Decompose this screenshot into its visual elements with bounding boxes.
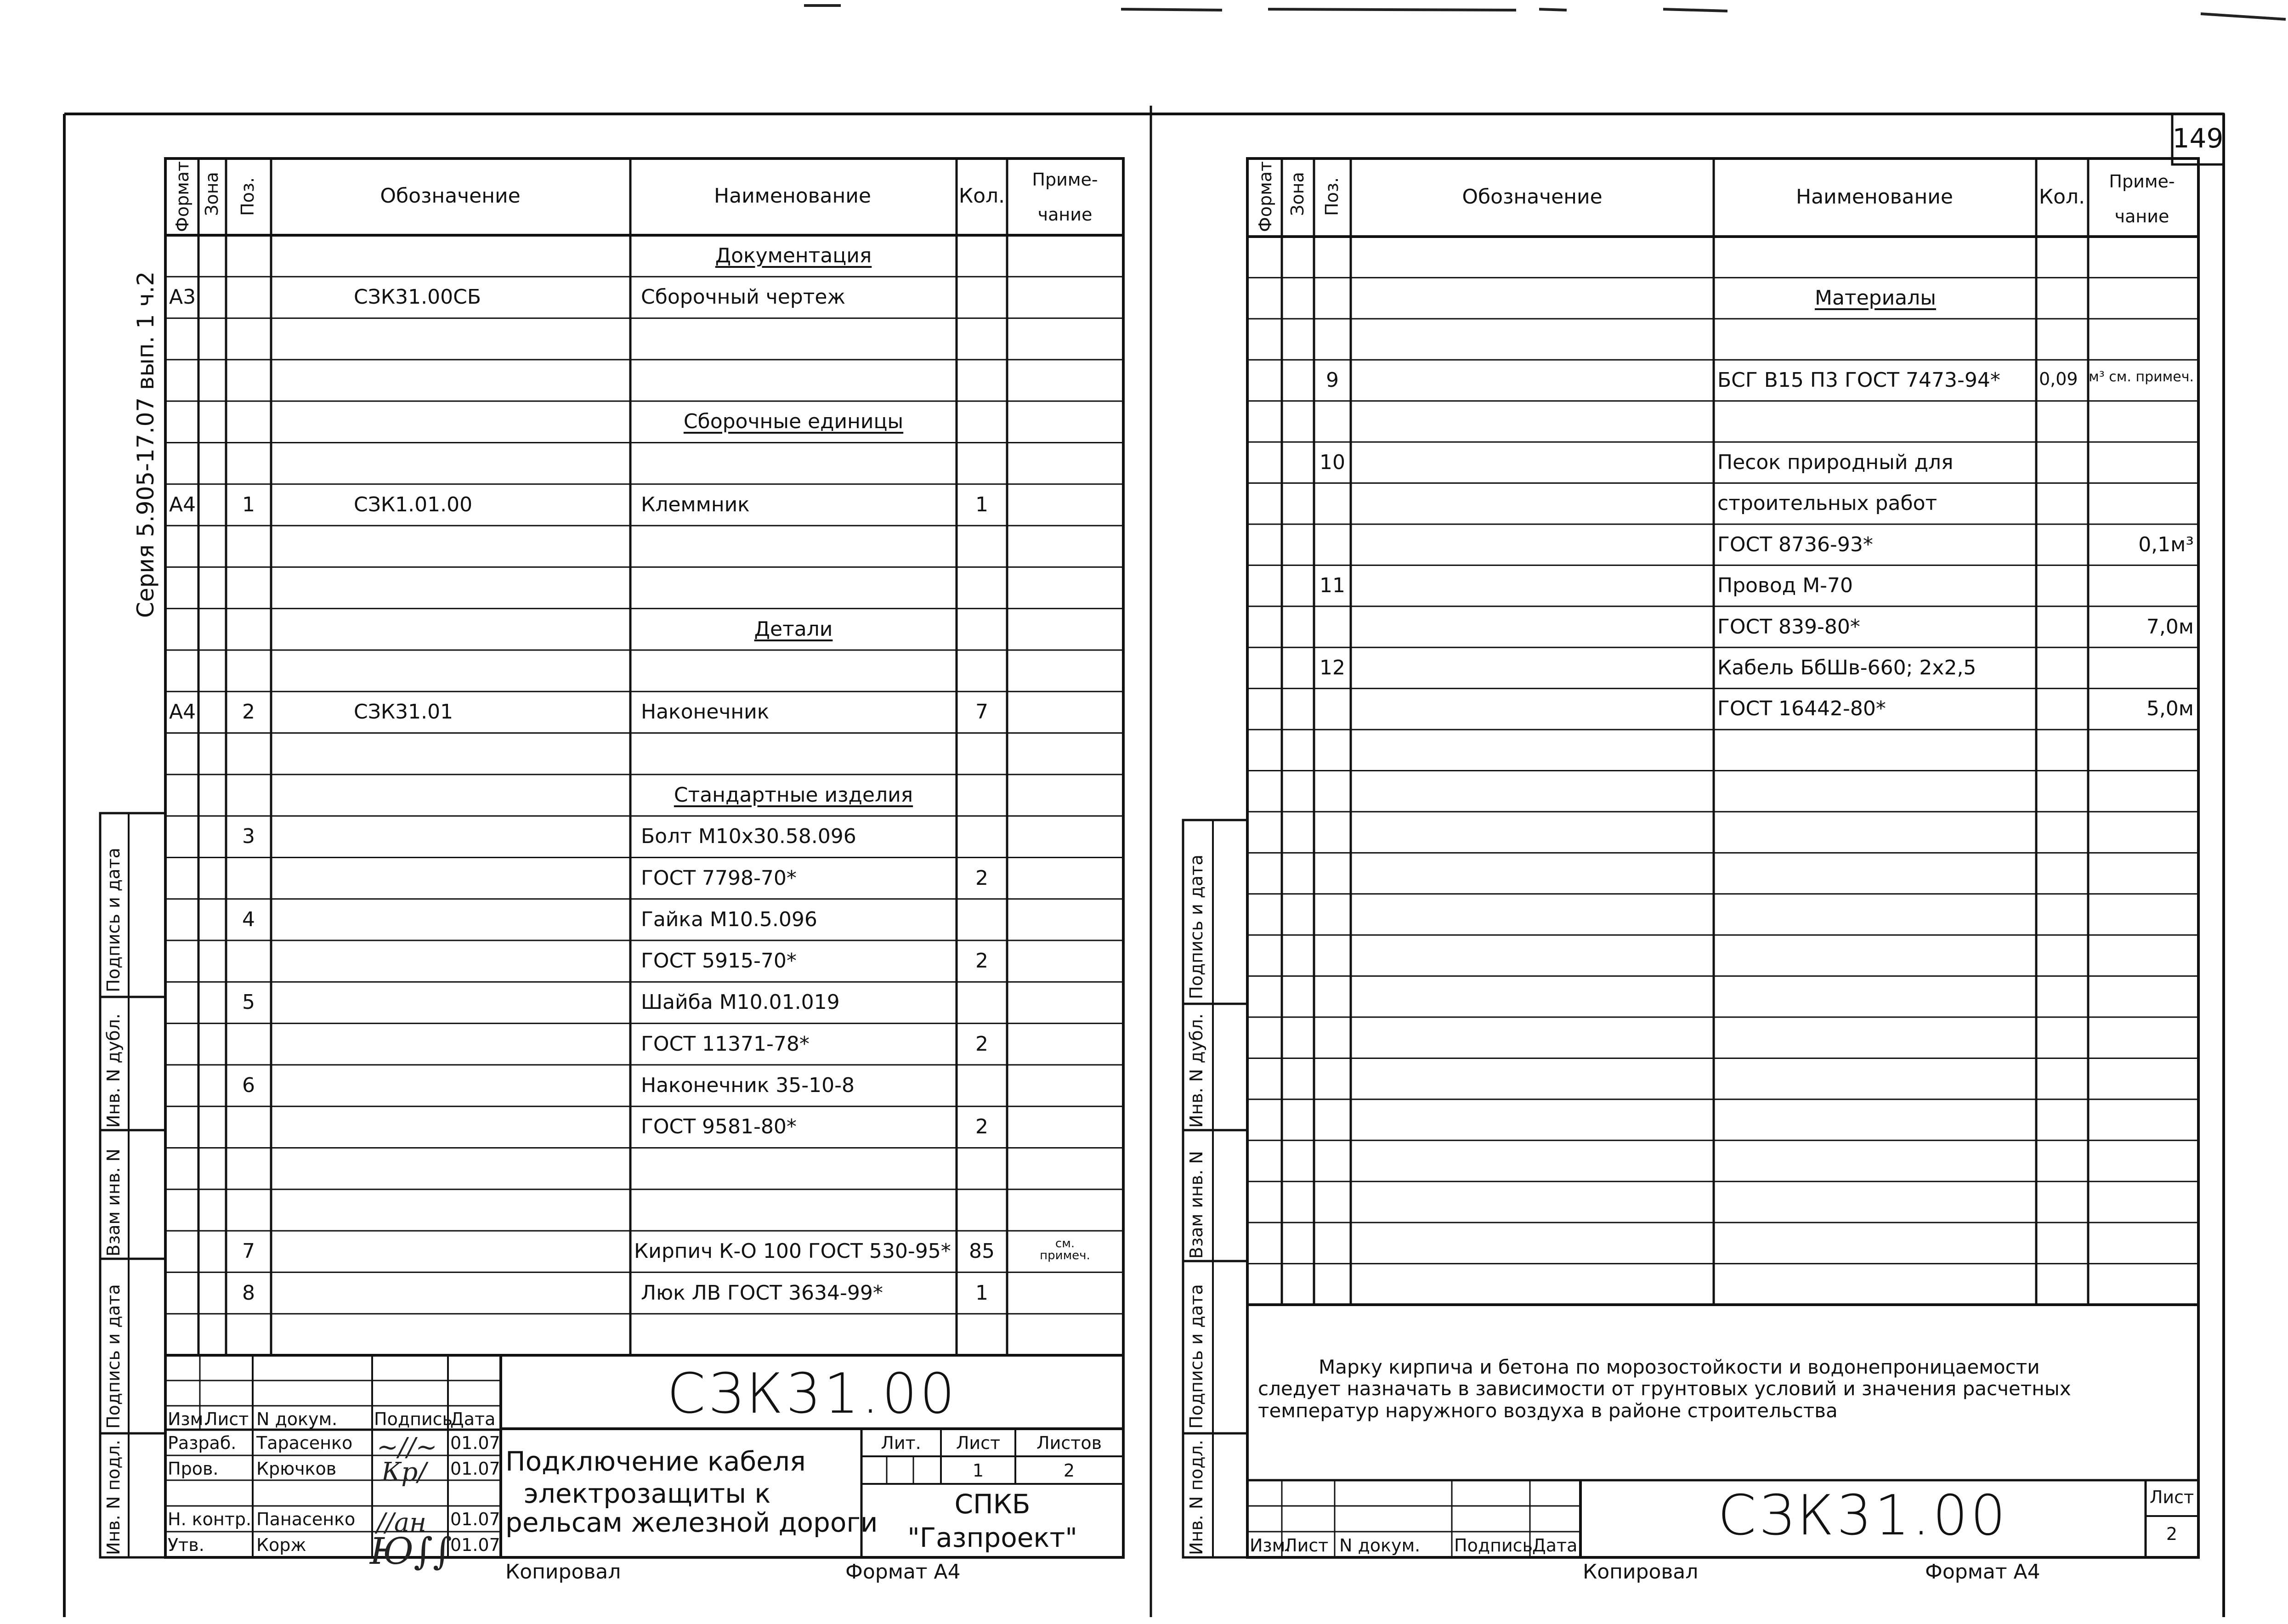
stamp-sign-date-2: Подпись и дата <box>103 1284 124 1429</box>
person-name: Крючков <box>256 1459 337 1479</box>
cell-qty: 2 <box>975 1115 988 1139</box>
cell-qty: 0,09 <box>2039 368 2078 389</box>
title-line-2: электрозащиты к <box>524 1478 771 1509</box>
cell-pos: 9 <box>1326 368 1339 392</box>
series-label: Серия 5.905-17.07 вып. 1 ч.2 <box>132 271 159 618</box>
sheets-label: Листов <box>1036 1433 1102 1453</box>
cell-note: 0,1м³ <box>2138 532 2194 556</box>
cell-pos: 3 <box>242 825 255 849</box>
hdr-note-1: Приме- <box>1032 170 1098 190</box>
page-number: 149 <box>2172 123 2224 154</box>
cell-name: Песок природный для <box>1717 450 1954 474</box>
hdr-name: Наименование <box>714 184 871 208</box>
sheets-count: 2 <box>1063 1460 1075 1481</box>
person-name: Корж <box>256 1535 306 1555</box>
stamp-inv-orig-r: Инв. N подл. <box>1186 1439 1206 1555</box>
stamp-sign-date-2-r: Подпись и дата <box>1186 1284 1206 1429</box>
note-line-3: температур наружного воздуха в районе строительства <box>1258 1399 1838 1422</box>
section-heading: Сборочные единицы <box>683 410 904 434</box>
cell-pos: 4 <box>242 907 255 931</box>
stamp-inv-dupl-r: Инв. N дубл. <box>1186 1013 1206 1128</box>
signature-4: Ю∫∫ <box>370 1530 452 1573</box>
col-list-r: Лист <box>1284 1535 1329 1556</box>
col-izm-r: Изм. <box>1250 1535 1291 1556</box>
section-heading: Документация <box>715 244 872 268</box>
hdr-designation: Обозначение <box>380 184 521 208</box>
col-date: Дата <box>450 1409 496 1429</box>
col-date-r: Дата <box>1532 1535 1578 1556</box>
cell-name: Наконечник <box>641 700 770 724</box>
cell-note: м³ см. примеч. <box>2089 368 2194 385</box>
cell-name: Люк ЛВ ГОСТ 3634-99* <box>641 1281 883 1305</box>
cell-name: ГОСТ 7798-70* <box>641 866 797 890</box>
cell-pos: 10 <box>1320 450 1345 474</box>
hdr-note-1-r: Приме- <box>2109 171 2175 192</box>
cell-pos: 6 <box>242 1074 255 1098</box>
signature-2: Кр∕ <box>381 1457 427 1487</box>
footer-copied: Копировал <box>505 1560 621 1584</box>
doc-code-r: СЗК31.00 <box>1717 1484 2009 1548</box>
cell-note: 7,0м <box>2146 615 2194 639</box>
role-label: Разраб. <box>168 1433 237 1453</box>
hdr-qty-r: Кол. <box>2039 185 2085 209</box>
hdr-note-2-r: чание <box>2114 206 2169 226</box>
col-list: Лист <box>204 1409 249 1429</box>
role-label: Пров. <box>168 1459 219 1479</box>
cell-qty: 2 <box>975 1032 988 1056</box>
cell-pos: 2 <box>242 700 255 724</box>
person-name: Панасенко <box>256 1509 356 1529</box>
cell-name: ГОСТ 16442-80* <box>1717 697 1886 721</box>
lit-label: Лит. <box>881 1433 921 1453</box>
section-heading: Детали <box>754 617 833 641</box>
cell-pos: 1 <box>242 492 255 516</box>
cell-qty: 1 <box>975 1281 988 1305</box>
org-name-1: СПКБ <box>954 1488 1031 1520</box>
cell-pos: 12 <box>1320 656 1345 679</box>
title-line-3: рельсам железной дороги <box>505 1507 878 1538</box>
cell-qty: 2 <box>975 866 988 890</box>
section-heading: Материалы <box>1815 286 1936 310</box>
cell-designation: СЗК1.01.00 <box>354 492 473 516</box>
footer-copied-r: Копировал <box>1583 1560 1699 1584</box>
cell-name: Наконечник 35-10-8 <box>641 1074 855 1098</box>
col-sign: Подпись <box>374 1409 453 1429</box>
cell-name: ГОСТ 8736-93* <box>1717 532 1873 556</box>
hdr-pos-r: Поз. <box>1322 177 1342 216</box>
org-name-2: "Газпроект" <box>907 1522 1077 1553</box>
note-line-1: Марку кирпича и бетона по морозостойкости и водонепроницаемости <box>1319 1356 2040 1378</box>
footer-format: Формат А4 <box>845 1560 961 1584</box>
sign-date: 01.07 <box>450 1509 500 1529</box>
sign-date: 01.07 <box>450 1535 500 1555</box>
signature-1: ~∕∕~ <box>377 1432 437 1462</box>
cell-designation: СЗК31.00СБ <box>354 285 481 309</box>
cell-qty: 2 <box>975 949 988 973</box>
cell-name: ГОСТ 9581-80* <box>641 1115 797 1139</box>
cell-name: Болт М10х30.58.096 <box>641 825 856 849</box>
cell-name: Клеммник <box>641 492 750 516</box>
hdr-name-r: Наименование <box>1796 185 1953 209</box>
role-label: Утв. <box>168 1535 204 1555</box>
stamp-replace-inv-r: Взам инв. N <box>1186 1151 1206 1259</box>
cell-name: ГОСТ 5915-70* <box>641 949 797 973</box>
cell-pos: 8 <box>242 1281 255 1305</box>
sign-date: 01.07 <box>450 1433 500 1453</box>
col-sign-r: Подпись <box>1454 1535 1533 1556</box>
person-name: Тарасенко <box>256 1433 353 1453</box>
sheet-number-r: 2 <box>2166 1524 2178 1544</box>
title-line-1: Подключение кабеля <box>505 1446 806 1477</box>
role-label: Н. контр. <box>168 1509 252 1529</box>
cell-name: Кирпич К-О 100 ГОСТ 530-95* <box>634 1239 951 1263</box>
hdr-format: Формат <box>172 161 193 232</box>
cell-qty: 85 <box>969 1239 995 1263</box>
sheet-label-r: Лист <box>2149 1487 2194 1507</box>
cell-name: Гайка М10.5.096 <box>641 907 817 931</box>
cell-name: строительных работ <box>1717 492 1937 515</box>
cell-format: А4 <box>169 492 196 516</box>
footer-format-r: Формат А4 <box>1925 1560 2040 1584</box>
cell-name: БСГ В15 П3 ГОСТ 7473-94* <box>1717 368 2000 392</box>
cell-qty: 7 <box>975 700 988 724</box>
col-izm: Изм. <box>168 1409 209 1429</box>
cell-note: 5,0м <box>2146 697 2194 721</box>
hdr-zone-r: Зона <box>1287 172 1308 216</box>
stamp-sign-date-1: Подпись и дата <box>103 848 124 992</box>
hdr-format-r: Формат <box>1255 161 1275 232</box>
cell-pos: 7 <box>242 1239 255 1263</box>
col-doc-r: N докум. <box>1339 1535 1421 1556</box>
stamp-replace-inv: Взам инв. N <box>103 1149 124 1256</box>
cell-designation: СЗК31.01 <box>354 700 453 724</box>
cell-format: А4 <box>169 700 196 724</box>
sign-date: 01.07 <box>450 1459 500 1479</box>
hdr-qty: Кол. <box>958 184 1005 208</box>
hdr-note-2: чание <box>1037 204 1093 225</box>
cell-format: А3 <box>169 285 196 309</box>
signature-3: ∕∕ан <box>377 1508 427 1538</box>
cell-name: Провод М-70 <box>1717 574 1853 598</box>
section-heading: Стандартные изделия <box>674 783 913 807</box>
cell-qty: 1 <box>975 492 988 516</box>
cell-name: ГОСТ 11371-78* <box>641 1032 810 1056</box>
cell-name: Сборочный чертеж <box>641 285 846 309</box>
cell-note: см. примеч. <box>1040 1237 1090 1263</box>
cell-name: Шайба М10.01.019 <box>641 990 840 1014</box>
hdr-pos: Поз. <box>238 177 258 216</box>
doc-code: СЗК31.00 <box>667 1362 958 1426</box>
sheet-number: 1 <box>972 1460 984 1481</box>
hdr-designation-r: Обозначение <box>1462 185 1603 209</box>
cell-name: ГОСТ 839-80* <box>1717 615 1860 639</box>
cell-pos: 5 <box>242 990 255 1014</box>
hdr-zone: Зона <box>202 172 222 216</box>
col-doc: N докум. <box>256 1409 338 1429</box>
sheet-label: Лист <box>956 1433 1001 1453</box>
cell-name: Кабель БбШв-660; 2х2,5 <box>1717 656 1977 679</box>
stamp-inv-orig: Инв. N подл. <box>103 1439 124 1555</box>
note-line-2: следует назначать в зависимости от грунтовых условий и значения расчетных <box>1258 1377 2071 1400</box>
stamp-inv-dupl: Инв. N дубл. <box>103 1013 124 1128</box>
stamp-sign-date-1-r: Подпись и дата <box>1186 854 1206 999</box>
cell-pos: 11 <box>1320 574 1345 598</box>
